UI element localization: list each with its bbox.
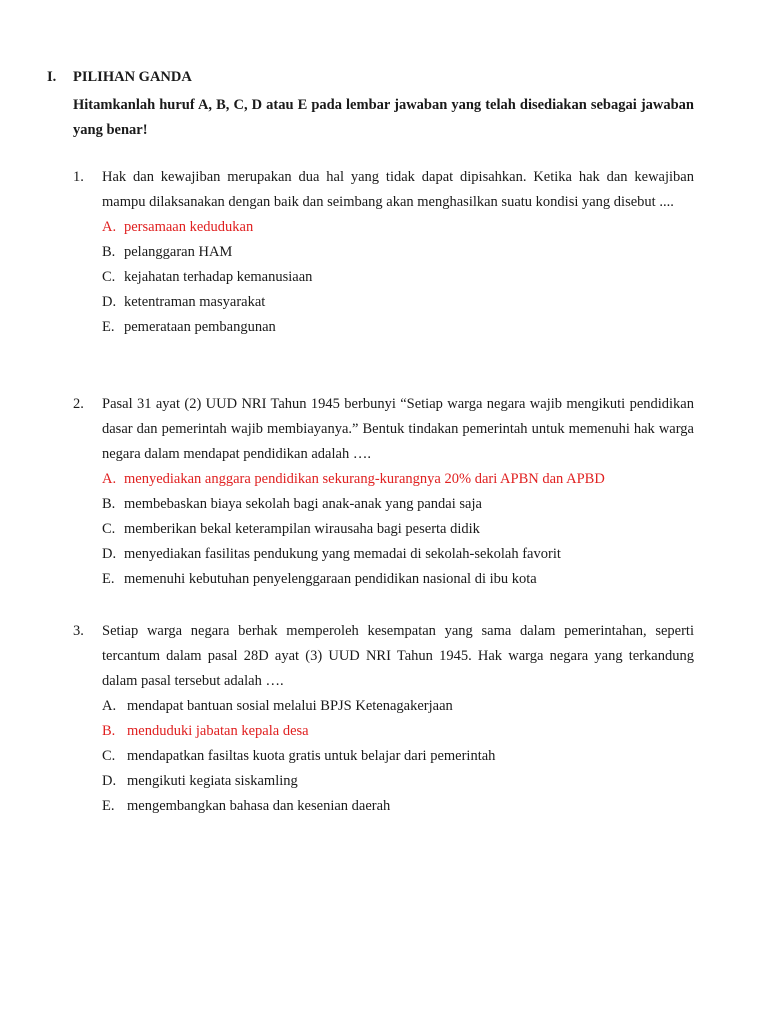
option-text: persamaan kedudukan (124, 219, 254, 235)
option-letter: D. (102, 773, 117, 789)
option-letter: E. (102, 571, 115, 587)
option-text: pelanggaran HAM (124, 244, 233, 260)
question-text: Hak dan kewajiban merupakan dua hal yang tidak dapat dipisahkan. Ketika hak dan kewajiban mampu dilaksanakan dengan baik dan seimbang akan menghasilkan suatu kondisi yang disebut .... (102, 169, 694, 210)
question-3 (73, 619, 694, 819)
option-c (102, 265, 694, 290)
option-text: kejahatan terhadap kemanusiaan (124, 269, 313, 285)
question-text: Setiap warga negara berhak memperoleh kesempatan yang sama dalam pemerintahan, seperti tercantum dalam pasal 28D ayat (3) UUD NRI Tahun 1945. Hak warga negara yang terkandung dalam pasal tersebut adalah …. (102, 623, 694, 689)
option-a (102, 467, 694, 492)
question-number: 3. (73, 623, 84, 639)
answer-options (102, 215, 694, 340)
answer-options (102, 467, 694, 592)
option-letter: B. (102, 244, 116, 260)
question-text: Pasal 31 ayat (2) UUD NRI Tahun 1945 berbunyi “Setiap warga negara wajib mengikuti pendidikan dasar dan pemerintah wajib membiayanya.” Bentuk tindakan pemerintah untuk memenuhi hak warga negara dalam mendapat pendidikan adalah …. (102, 396, 694, 462)
option-text: mendapat bantuan sosial melalui BPJS Ketenagakerjaan (127, 698, 453, 714)
question-number: 2. (73, 396, 84, 412)
option-e (102, 794, 694, 819)
question-2 (73, 392, 694, 592)
option-b (102, 492, 694, 517)
section-number: I. (47, 69, 57, 85)
option-text: menduduki jabatan kepala desa (127, 723, 309, 739)
option-letter: A. (102, 471, 117, 487)
option-letter: C. (102, 748, 116, 764)
option-letter: E. (102, 798, 115, 814)
question-number: 1. (73, 169, 84, 185)
option-b (102, 719, 694, 744)
option-text: mendapatkan fasiltas kuota gratis untuk belajar dari pemerintah (127, 748, 496, 764)
option-letter: B. (102, 723, 116, 739)
option-d (102, 290, 694, 315)
option-a (102, 215, 694, 240)
option-e (102, 567, 694, 592)
section-heading (47, 68, 192, 86)
option-letter: A. (102, 698, 117, 714)
option-text: pemerataan pembangunan (124, 319, 276, 335)
option-letter: A. (102, 219, 117, 235)
option-text: mengembangkan bahasa dan kesenian daerah (127, 798, 391, 814)
option-d (102, 769, 694, 794)
option-text: mengikuti kegiata siskamling (127, 773, 298, 789)
option-text: membebaskan biaya sekolah bagi anak-anak yang pandai saja (124, 496, 482, 512)
option-c (102, 744, 694, 769)
option-b (102, 240, 694, 265)
option-text: menyediakan anggara pendidikan sekurang-kurangnya 20% dari APBN dan APBD (124, 471, 605, 487)
option-d (102, 542, 694, 567)
option-letter: E. (102, 319, 115, 335)
option-text: memenuhi kebutuhan penyelenggaraan pendidikan nasional di ibu kota (124, 571, 537, 587)
option-a (102, 694, 694, 719)
option-e (102, 315, 694, 340)
instruction-text: Hitamkanlah huruf A, B, C, D atau E pada lembar jawaban yang telah disediakan sebagai jawaban yang benar! (73, 97, 694, 138)
option-text: ketentraman masyarakat (124, 294, 266, 310)
option-c (102, 517, 694, 542)
section-title: PILIHAN GANDA (73, 69, 192, 85)
option-letter: C. (102, 269, 116, 285)
option-text: menyediakan fasilitas pendukung yang memadai di sekolah-sekolah favorit (124, 546, 561, 562)
option-letter: D. (102, 294, 117, 310)
option-letter: C. (102, 521, 116, 537)
answer-options (102, 694, 694, 819)
option-letter: D. (102, 546, 117, 562)
question-1 (73, 165, 694, 340)
option-letter: B. (102, 496, 116, 512)
option-text: memberikan bekal keterampilan wirausaha bagi peserta didik (124, 521, 480, 537)
